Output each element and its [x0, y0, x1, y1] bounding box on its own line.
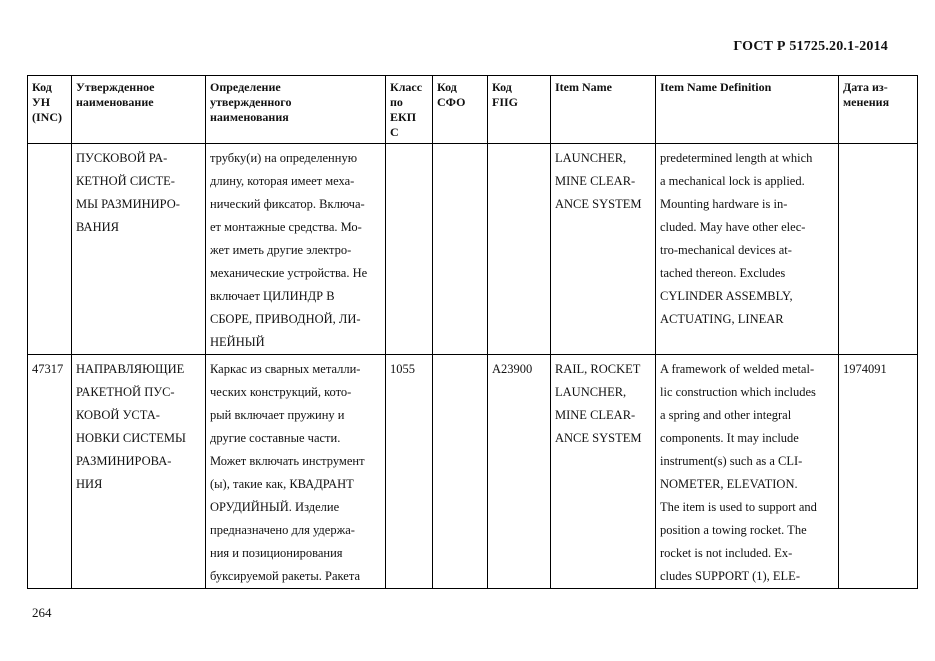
cell-class: 1055 [386, 355, 433, 589]
catalog-table [27, 75, 918, 589]
cell-inc [28, 144, 72, 355]
cell-sfo [433, 355, 488, 589]
col-header-fiig: Код FIIG [488, 76, 551, 144]
cell-date: 1974091 [839, 355, 918, 589]
cell-item-name: LAUNCHER, MINE CLEAR- ANCE SYSTEM [551, 144, 656, 355]
col-header-class: Класс по ЕКП С [386, 76, 433, 144]
cell-item-definition: A framework of welded metal- lic construction which includes a spring and other integral components. It may include instrument(s) such as a CLI- NOMETER, ELEVATION. The item is used to support and position a towing rocket. The rocket is not included. Ex- cludes SUPPORT (1), ELE- [656, 355, 839, 589]
standard-designation: ГОСТ Р 51725.20.1-2014 [733, 39, 888, 54]
cell-definition: трубку(и) на определенную длину, которая имеет меха- нический фиксатор. Включа- ет монтажные средства. Мо- жет иметь другие электро- механические устройства. Не включает ЦИЛИНДР В СБОРЕ, ПРИВОДНОЙ, ЛИ- НЕЙНЫЙ [206, 144, 386, 355]
col-header-item-definition: Item Name Definition [656, 76, 839, 144]
cell-fiig [488, 144, 551, 355]
cell-approved-name: ПУСКОВОЙ РА- КЕТНОЙ СИСТЕ- МЫ РАЗМИНИРО- ВАНИЯ [72, 144, 206, 355]
cell-item-name: RAIL, ROCKET LAUNCHER, MINE CLEAR- ANCE SYSTEM [551, 355, 656, 589]
cell-approved-name: НАПРАВЛЯЮЩИЕ РАКЕТНОЙ ПУС- КОВОЙ УСТА- НОВКИ СИСТЕМЫ РАЗМИНИРОВА- НИЯ [72, 355, 206, 589]
col-header-date: Дата из- менения [839, 76, 918, 144]
cell-definition: Каркас из сварных металли- ческих конструкций, кото- рый включает пружину и другие составные части. Может включать инструмент (ы), такие как, КВАДРАНТ ОРУДИЙНЫЙ. Изделие предназначено для удержа- ния и позиционирования буксируемой ракеты. Ракета [206, 355, 386, 589]
col-header-sfo: Код СФО [433, 76, 488, 144]
cell-fiig: A23900 [488, 355, 551, 589]
table-row [28, 144, 918, 355]
header-row [28, 76, 918, 144]
col-header-item-name: Item Name [551, 76, 656, 144]
cell-class [386, 144, 433, 355]
cell-item-definition: predetermined length at which a mechanical lock is applied. Mounting hardware is in- cluded. May have other elec- tro-mechanical devices at- tached thereon. Excludes CYLINDER ASSEMBLY, ACTUATING, LINEAR [656, 144, 839, 355]
cell-inc: 47317 [28, 355, 72, 589]
page-number: 264 [32, 605, 52, 620]
col-header-approved-name: Утвержденное наименование [72, 76, 206, 144]
col-header-inc: Код УН (INC) [28, 76, 72, 144]
cell-sfo [433, 144, 488, 355]
table-row [28, 355, 918, 589]
cell-date [839, 144, 918, 355]
col-header-definition: Определение утвержденного наименования [206, 76, 386, 144]
